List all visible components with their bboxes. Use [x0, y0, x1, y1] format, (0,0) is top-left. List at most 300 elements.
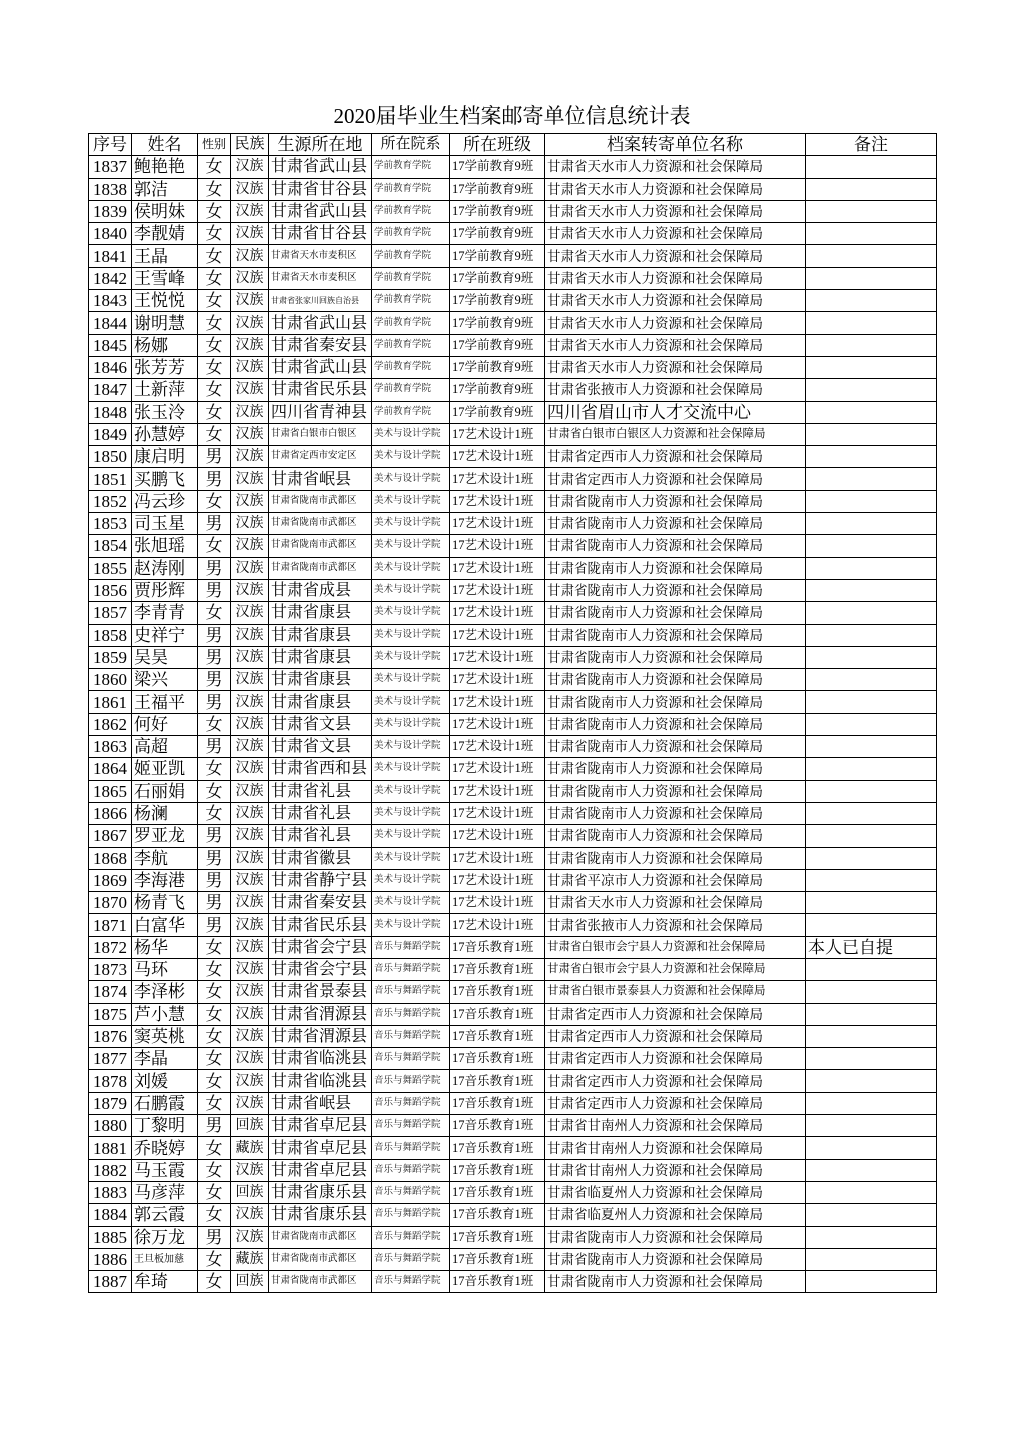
archive-unit: 甘肃省陇南市人力资源和社会保障局 — [545, 557, 806, 579]
header-class: 所在班级 — [450, 134, 545, 156]
department: 学前教育学院 — [372, 356, 450, 378]
department: 音乐与舞蹈学院 — [372, 1092, 450, 1114]
gender: 女 — [198, 334, 231, 356]
archive-unit: 甘肃省白银市会宁县人力资源和社会保障局 — [545, 936, 806, 958]
archive-unit: 甘肃省定西市人力资源和社会保障局 — [545, 1048, 806, 1070]
department: 美术与设计学院 — [372, 423, 450, 445]
student-name: 史祥宁 — [132, 624, 198, 646]
table-row — [89, 780, 937, 802]
gender: 女 — [198, 379, 231, 401]
origin-location: 甘肃省卓尼县 — [269, 1115, 372, 1137]
table-row — [89, 869, 937, 891]
class-name: 17艺术设计1班 — [450, 736, 545, 758]
department: 音乐与舞蹈学院 — [372, 1271, 450, 1293]
origin-location: 甘肃省文县 — [269, 713, 372, 735]
archive-unit: 甘肃省陇南市人力资源和社会保障局 — [545, 669, 806, 691]
department: 音乐与舞蹈学院 — [372, 1248, 450, 1270]
department: 学前教育学院 — [372, 290, 450, 312]
archive-unit: 甘肃省陇南市人力资源和社会保障局 — [545, 579, 806, 601]
origin-location: 甘肃省临洮县 — [269, 1070, 372, 1092]
archive-unit: 甘肃省定西市人力资源和社会保障局 — [545, 1070, 806, 1092]
archive-unit: 甘肃省陇南市人力资源和社会保障局 — [545, 1271, 806, 1293]
table-row — [89, 936, 937, 958]
gender: 女 — [198, 423, 231, 445]
ethnicity: 汉族 — [231, 847, 269, 869]
origin-location: 甘肃省白银市白银区 — [269, 423, 372, 445]
row-number: 1862 — [89, 713, 132, 735]
row-number: 1837 — [89, 156, 132, 178]
gender: 女 — [198, 802, 231, 824]
student-name: 张旭瑶 — [132, 535, 198, 557]
class-name: 17艺术设计1班 — [450, 602, 545, 624]
origin-location: 甘肃省天水市麦积区 — [269, 267, 372, 289]
student-name: 梁兴 — [132, 669, 198, 691]
archive-unit: 甘肃省定西市人力资源和社会保障局 — [545, 1003, 806, 1025]
table-row — [89, 1003, 937, 1025]
table-row — [89, 646, 937, 668]
gender: 男 — [198, 914, 231, 936]
gender: 女 — [198, 1048, 231, 1070]
origin-location: 甘肃省武山县 — [269, 312, 372, 334]
table-row — [89, 1248, 937, 1270]
department: 美术与设计学院 — [372, 602, 450, 624]
class-name: 17音乐教育1班 — [450, 958, 545, 980]
student-name: 姬亚凯 — [132, 758, 198, 780]
remarks — [806, 334, 937, 356]
department: 音乐与舞蹈学院 — [372, 1025, 450, 1047]
archive-unit: 甘肃省陇南市人力资源和社会保障局 — [545, 758, 806, 780]
department: 音乐与舞蹈学院 — [372, 1070, 450, 1092]
gender: 女 — [198, 936, 231, 958]
department: 音乐与舞蹈学院 — [372, 1137, 450, 1159]
row-number: 1852 — [89, 490, 132, 512]
gender: 女 — [198, 178, 231, 200]
row-number: 1867 — [89, 825, 132, 847]
archive-unit: 四川省眉山市人才交流中心 — [545, 401, 806, 423]
origin-location: 甘肃省徽县 — [269, 847, 372, 869]
origin-location: 甘肃省天水市麦积区 — [269, 245, 372, 267]
student-name: 杨华 — [132, 936, 198, 958]
remarks — [806, 1271, 937, 1293]
row-number: 1877 — [89, 1048, 132, 1070]
archive-unit: 甘肃省张掖市人力资源和社会保障局 — [545, 914, 806, 936]
table-row — [89, 156, 937, 178]
origin-location: 甘肃省渭源县 — [269, 1003, 372, 1025]
gender: 男 — [198, 669, 231, 691]
ethnicity: 回族 — [231, 1115, 269, 1137]
class-name: 17艺术设计1班 — [450, 423, 545, 445]
department: 美术与设计学院 — [372, 847, 450, 869]
row-number: 1871 — [89, 914, 132, 936]
remarks — [806, 802, 937, 824]
origin-location: 甘肃省陇南市武都区 — [269, 490, 372, 512]
gender: 女 — [198, 290, 231, 312]
ethnicity: 汉族 — [231, 1159, 269, 1181]
remarks — [806, 646, 937, 668]
origin-location: 甘肃省临洮县 — [269, 1048, 372, 1070]
ethnicity: 汉族 — [231, 423, 269, 445]
archive-unit: 甘肃省白银市会宁县人力资源和社会保障局 — [545, 958, 806, 980]
department: 学前教育学院 — [372, 156, 450, 178]
gender: 男 — [198, 1226, 231, 1248]
remarks — [806, 245, 937, 267]
archive-unit: 甘肃省白银市白银区人力资源和社会保障局 — [545, 423, 806, 445]
student-name: 丁黎明 — [132, 1115, 198, 1137]
department: 音乐与舞蹈学院 — [372, 1003, 450, 1025]
table-row — [89, 914, 937, 936]
department: 美术与设计学院 — [372, 513, 450, 535]
row-number: 1865 — [89, 780, 132, 802]
header-department: 所在院系 — [372, 134, 450, 156]
department: 音乐与舞蹈学院 — [372, 1115, 450, 1137]
class-name: 17音乐教育1班 — [450, 1048, 545, 1070]
student-name: 石鹏霞 — [132, 1092, 198, 1114]
ethnicity: 汉族 — [231, 892, 269, 914]
remarks — [806, 401, 937, 423]
gender: 男 — [198, 892, 231, 914]
table-row — [89, 290, 937, 312]
table-row — [89, 1048, 937, 1070]
archive-unit: 甘肃省陇南市人力资源和社会保障局 — [545, 825, 806, 847]
table-row — [89, 1159, 937, 1181]
student-name: 王福平 — [132, 691, 198, 713]
origin-location: 甘肃省张家川回族自治县 — [269, 290, 372, 312]
archive-unit: 甘肃省陇南市人力资源和社会保障局 — [545, 780, 806, 802]
student-name: 赵涛刚 — [132, 557, 198, 579]
department: 音乐与舞蹈学院 — [372, 936, 450, 958]
department: 美术与设计学院 — [372, 557, 450, 579]
ethnicity: 汉族 — [231, 958, 269, 980]
ethnicity: 汉族 — [231, 1048, 269, 1070]
department: 美术与设计学院 — [372, 646, 450, 668]
ethnicity: 汉族 — [231, 379, 269, 401]
gender: 女 — [198, 267, 231, 289]
student-name: 乔晓婷 — [132, 1137, 198, 1159]
class-name: 17学前教育9班 — [450, 156, 545, 178]
origin-location: 甘肃省民乐县 — [269, 914, 372, 936]
row-number: 1873 — [89, 958, 132, 980]
origin-location: 甘肃省陇南市武都区 — [269, 513, 372, 535]
remarks — [806, 958, 937, 980]
ethnicity: 汉族 — [231, 1070, 269, 1092]
student-name: 李海港 — [132, 869, 198, 891]
ethnicity: 汉族 — [231, 825, 269, 847]
class-name: 17学前教育9班 — [450, 312, 545, 334]
row-number: 1843 — [89, 290, 132, 312]
archive-unit: 甘肃省天水市人力资源和社会保障局 — [545, 156, 806, 178]
remarks — [806, 356, 937, 378]
row-number: 1874 — [89, 981, 132, 1003]
archive-unit: 甘肃省天水市人力资源和社会保障局 — [545, 200, 806, 222]
department: 音乐与舞蹈学院 — [372, 958, 450, 980]
class-name: 17学前教育9班 — [450, 379, 545, 401]
class-name: 17艺术设计1班 — [450, 914, 545, 936]
student-name: 马彦萍 — [132, 1181, 198, 1203]
ethnicity: 汉族 — [231, 200, 269, 222]
remarks — [806, 312, 937, 334]
origin-location: 甘肃省康县 — [269, 602, 372, 624]
archive-unit: 甘肃省陇南市人力资源和社会保障局 — [545, 847, 806, 869]
row-number: 1846 — [89, 356, 132, 378]
department: 音乐与舞蹈学院 — [372, 1181, 450, 1203]
student-name: 杨娜 — [132, 334, 198, 356]
row-number: 1866 — [89, 802, 132, 824]
archive-unit: 甘肃省张掖市人力资源和社会保障局 — [545, 379, 806, 401]
origin-location: 甘肃省陇南市武都区 — [269, 535, 372, 557]
row-number: 1841 — [89, 245, 132, 267]
archive-unit: 甘肃省天水市人力资源和社会保障局 — [545, 245, 806, 267]
class-name: 17艺术设计1班 — [450, 825, 545, 847]
department: 美术与设计学院 — [372, 736, 450, 758]
gender: 男 — [198, 1115, 231, 1137]
gender: 女 — [198, 401, 231, 423]
class-name: 17音乐教育1班 — [450, 1115, 545, 1137]
gender: 女 — [198, 758, 231, 780]
origin-location: 甘肃省武山县 — [269, 356, 372, 378]
gender: 女 — [198, 780, 231, 802]
student-name: 吴昊 — [132, 646, 198, 668]
class-name: 17艺术设计1班 — [450, 892, 545, 914]
archive-unit: 甘肃省天水市人力资源和社会保障局 — [545, 290, 806, 312]
class-name: 17艺术设计1班 — [450, 513, 545, 535]
archive-unit: 甘肃省陇南市人力资源和社会保障局 — [545, 602, 806, 624]
row-number: 1840 — [89, 223, 132, 245]
origin-location: 甘肃省卓尼县 — [269, 1137, 372, 1159]
class-name: 17艺术设计1班 — [450, 802, 545, 824]
gender: 女 — [198, 1137, 231, 1159]
remarks — [806, 535, 937, 557]
remarks — [806, 1025, 937, 1047]
student-name: 何好 — [132, 713, 198, 735]
origin-location: 甘肃省陇南市武都区 — [269, 1271, 372, 1293]
student-name: 司玉星 — [132, 513, 198, 535]
remarks — [806, 691, 937, 713]
remarks — [806, 156, 937, 178]
row-number: 1839 — [89, 200, 132, 222]
department: 美术与设计学院 — [372, 869, 450, 891]
row-number: 1857 — [89, 602, 132, 624]
row-number: 1849 — [89, 423, 132, 445]
student-name: 杨澜 — [132, 802, 198, 824]
table-row — [89, 1226, 937, 1248]
ethnicity: 汉族 — [231, 1025, 269, 1047]
student-name: 郭洁 — [132, 178, 198, 200]
gender: 男 — [198, 869, 231, 891]
ethnicity: 汉族 — [231, 914, 269, 936]
origin-location: 甘肃省岷县 — [269, 468, 372, 490]
header-sex: 性别 — [198, 134, 231, 156]
archive-unit: 甘肃省临夏州人力资源和社会保障局 — [545, 1204, 806, 1226]
header-name: 姓名 — [132, 134, 198, 156]
origin-location: 甘肃省西和县 — [269, 758, 372, 780]
row-number: 1845 — [89, 334, 132, 356]
class-name: 17艺术设计1班 — [450, 669, 545, 691]
class-name: 17音乐教育1班 — [450, 1181, 545, 1203]
gender: 男 — [198, 825, 231, 847]
remarks — [806, 780, 937, 802]
row-number: 1856 — [89, 579, 132, 601]
ethnicity: 汉族 — [231, 223, 269, 245]
class-name: 17艺术设计1班 — [450, 446, 545, 468]
table-row — [89, 1204, 937, 1226]
row-number: 1859 — [89, 646, 132, 668]
class-name: 17艺术设计1班 — [450, 579, 545, 601]
department: 学前教育学院 — [372, 223, 450, 245]
table-row — [89, 490, 937, 512]
ethnicity: 汉族 — [231, 646, 269, 668]
department: 美术与设计学院 — [372, 758, 450, 780]
ethnicity: 汉族 — [231, 802, 269, 824]
remarks — [806, 1092, 937, 1114]
remarks — [806, 914, 937, 936]
header-no: 序号 — [89, 134, 132, 156]
department: 学前教育学院 — [372, 379, 450, 401]
gender: 男 — [198, 579, 231, 601]
document-title: 2020届毕业生档案邮寄单位信息统计表 — [333, 104, 691, 128]
department: 音乐与舞蹈学院 — [372, 1226, 450, 1248]
remarks — [806, 490, 937, 512]
ethnicity: 汉族 — [231, 356, 269, 378]
origin-location: 甘肃省会宁县 — [269, 936, 372, 958]
archive-unit: 甘肃省定西市人力资源和社会保障局 — [545, 468, 806, 490]
ethnicity: 汉族 — [231, 780, 269, 802]
department: 美术与设计学院 — [372, 669, 450, 691]
remarks — [806, 557, 937, 579]
gender: 女 — [198, 958, 231, 980]
ethnicity: 汉族 — [231, 312, 269, 334]
archive-unit: 甘肃省陇南市人力资源和社会保障局 — [545, 713, 806, 735]
department: 美术与设计学院 — [372, 713, 450, 735]
origin-location: 甘肃省礼县 — [269, 825, 372, 847]
student-name: 土新萍 — [132, 379, 198, 401]
row-number: 1886 — [89, 1248, 132, 1270]
table-row — [89, 579, 937, 601]
table-row — [89, 401, 937, 423]
origin-location: 甘肃省渭源县 — [269, 1025, 372, 1047]
table-row — [89, 713, 937, 735]
class-name: 17音乐教育1班 — [450, 936, 545, 958]
origin-location: 甘肃省康县 — [269, 691, 372, 713]
class-name: 17音乐教育1班 — [450, 1025, 545, 1047]
ethnicity: 汉族 — [231, 602, 269, 624]
row-number: 1883 — [89, 1181, 132, 1203]
origin-location: 甘肃省秦安县 — [269, 892, 372, 914]
table-row — [89, 1025, 937, 1047]
gender: 女 — [198, 535, 231, 557]
remarks — [806, 267, 937, 289]
class-name: 17艺术设计1班 — [450, 646, 545, 668]
department: 学前教育学院 — [372, 401, 450, 423]
gender: 女 — [198, 1248, 231, 1270]
student-name: 芦小慧 — [132, 1003, 198, 1025]
department: 学前教育学院 — [372, 334, 450, 356]
archive-table — [88, 133, 937, 1293]
student-name: 窦英桃 — [132, 1025, 198, 1047]
row-number: 1884 — [89, 1204, 132, 1226]
row-number: 1881 — [89, 1137, 132, 1159]
student-name: 李晶 — [132, 1048, 198, 1070]
class-name: 17学前教育9班 — [450, 290, 545, 312]
row-number: 1844 — [89, 312, 132, 334]
origin-location: 甘肃省礼县 — [269, 802, 372, 824]
department: 美术与设计学院 — [372, 892, 450, 914]
ethnicity: 汉族 — [231, 1003, 269, 1025]
ethnicity: 回族 — [231, 1181, 269, 1203]
remarks — [806, 178, 937, 200]
table-row — [89, 736, 937, 758]
archive-unit: 甘肃省临夏州人力资源和社会保障局 — [545, 1181, 806, 1203]
origin-location: 甘肃省礼县 — [269, 780, 372, 802]
gender: 女 — [198, 200, 231, 222]
student-name: 李青青 — [132, 602, 198, 624]
class-name: 17学前教育9班 — [450, 356, 545, 378]
class-name: 17音乐教育1班 — [450, 1248, 545, 1270]
origin-location: 甘肃省景泰县 — [269, 981, 372, 1003]
row-number: 1885 — [89, 1226, 132, 1248]
department: 美术与设计学院 — [372, 825, 450, 847]
student-name: 李航 — [132, 847, 198, 869]
origin-location: 甘肃省定西市安定区 — [269, 446, 372, 468]
class-name: 17艺术设计1班 — [450, 847, 545, 869]
ethnicity: 汉族 — [231, 1204, 269, 1226]
table-row — [89, 1115, 937, 1137]
remarks — [806, 602, 937, 624]
table-row — [89, 446, 937, 468]
class-name: 17学前教育9班 — [450, 245, 545, 267]
origin-location: 四川省青神县 — [269, 401, 372, 423]
student-name: 白富华 — [132, 914, 198, 936]
archive-unit: 甘肃省天水市人力资源和社会保障局 — [545, 892, 806, 914]
remarks — [806, 1204, 937, 1226]
table-row — [89, 379, 937, 401]
remarks — [806, 825, 937, 847]
class-name: 17学前教育9班 — [450, 334, 545, 356]
archive-unit: 甘肃省平凉市人力资源和社会保障局 — [545, 869, 806, 891]
remarks — [806, 1115, 937, 1137]
gender: 女 — [198, 981, 231, 1003]
ethnicity: 回族 — [231, 1271, 269, 1293]
origin-location: 甘肃省甘谷县 — [269, 223, 372, 245]
department: 学前教育学院 — [372, 312, 450, 334]
row-number: 1872 — [89, 936, 132, 958]
class-name: 17艺术设计1班 — [450, 758, 545, 780]
gender: 女 — [198, 245, 231, 267]
department: 音乐与舞蹈学院 — [372, 1204, 450, 1226]
row-number: 1882 — [89, 1159, 132, 1181]
remarks — [806, 468, 937, 490]
department: 音乐与舞蹈学院 — [372, 1159, 450, 1181]
table-row — [89, 1137, 937, 1159]
table-row — [89, 468, 937, 490]
archive-unit: 甘肃省甘南州人力资源和社会保障局 — [545, 1159, 806, 1181]
table-row — [89, 602, 937, 624]
student-name: 牟琦 — [132, 1271, 198, 1293]
row-number: 1869 — [89, 869, 132, 891]
origin-location: 甘肃省武山县 — [269, 156, 372, 178]
table-row — [89, 758, 937, 780]
table-row — [89, 245, 937, 267]
gender: 女 — [198, 1092, 231, 1114]
gender: 女 — [198, 1181, 231, 1203]
origin-location: 甘肃省卓尼县 — [269, 1159, 372, 1181]
gender: 女 — [198, 1159, 231, 1181]
student-name: 康启明 — [132, 446, 198, 468]
ethnicity: 藏族 — [231, 1137, 269, 1159]
ethnicity: 汉族 — [231, 334, 269, 356]
ethnicity: 汉族 — [231, 446, 269, 468]
student-name: 王雪峰 — [132, 267, 198, 289]
department: 学前教育学院 — [372, 200, 450, 222]
